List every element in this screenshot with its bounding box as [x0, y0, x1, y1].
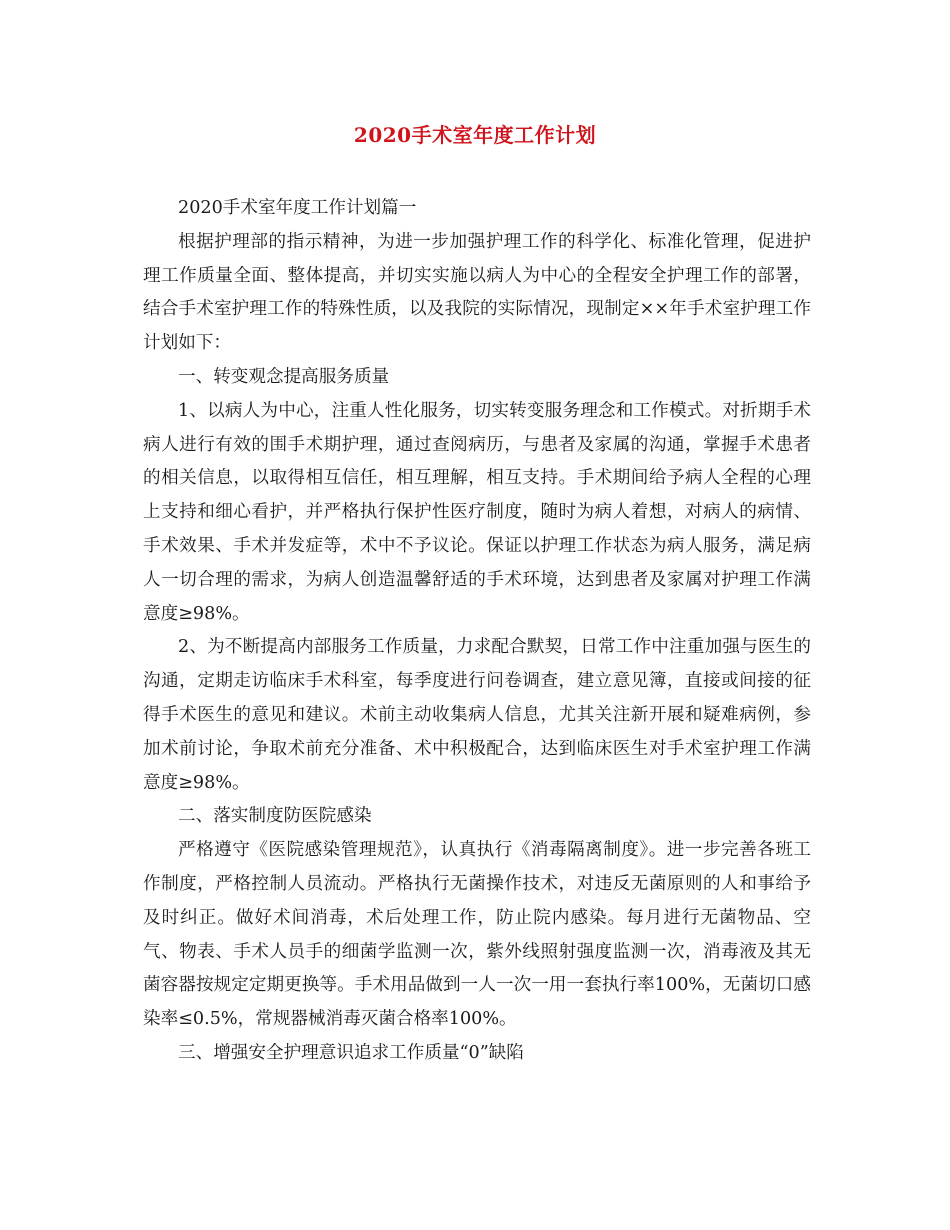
body-paragraph: 严格遵守《医院感染管理规范》，认真执行《消毒隔离制度》。进一步完善各班工作制度，严格控制人员流动。严格执行无菌操作技术，对违反无菌原则的人和事给予及时纠正。做好术间消毒，术后处理工作，防止院内感染。每月进行无菌物品、空气、物表、手术人员手的细菌学监测一次，紫外线照射强度监测一次，消毒液及其无菌容器按规定定期更换等。手术用品做到一人一次一用一套执行率100%，无菌切口感染率≤0.5%，常规器械消毒灭菌合格率100%。 — [143, 840, 811, 1030]
body-paragraph: 1、以病人为中心，注重人性化服务，切实转变服务理念和工作模式。对折期手术病人进行有效的围手术期护理，通过查阅病历，与患者及家属的沟通，掌握手术患者的相关信息，以取得相互信任，相互理解，相互支持。手术期间给予病人全程的心理上支持和细心看护，并严格执行保护性医疗制度，随时为病人着想，对病人的病情、手术效果、手术并发症等，术中不予议论。保证以护理工作状态为病人服务，满足病人一切合理的需求，为病人创造温馨舒适的手术环境，达到患者及家属对护理工作满意度≥98%。 — [143, 400, 811, 624]
section-heading: 2020手术室年度工作计划篇一 — [178, 198, 417, 218]
document-body — [143, 192, 811, 1071]
document-title: 2020手术室年度工作计划 — [353, 123, 597, 147]
section-heading: 一、转变观念提高服务质量 — [178, 366, 390, 387]
body-paragraph: 根据护理部的指示精神，为进一步加强护理工作的科学化、标准化管理，促进护理工作质量全面、整体提高，并切实实施以病人为中心的全程安全护理工作的部署，结合手术室护理工作的特殊性质，以及我院的实际情况，现制定××年手术室护理工作计划如下： — [143, 231, 811, 354]
section-heading: 二、落实制度防医院感染 — [178, 806, 372, 827]
body-paragraph: 2、为不断提高内部服务工作质量，力求配合默契，日常工作中注重加强与医生的沟通，定期走访临床手术科室，每季度进行问卷调查，建立意见簿，直接或间接的征得手术医生的意见和建议。术前主动收集病人信息，尤其关注新开展和疑难病例，参加术前讨论，争取术前充分准备、术中积极配合，达到临床医生对手术室护理工作满意度≥98%。 — [143, 637, 811, 793]
section-heading: 三、增强安全护理意识追求工作质量“0”缺陷 — [178, 1042, 524, 1063]
